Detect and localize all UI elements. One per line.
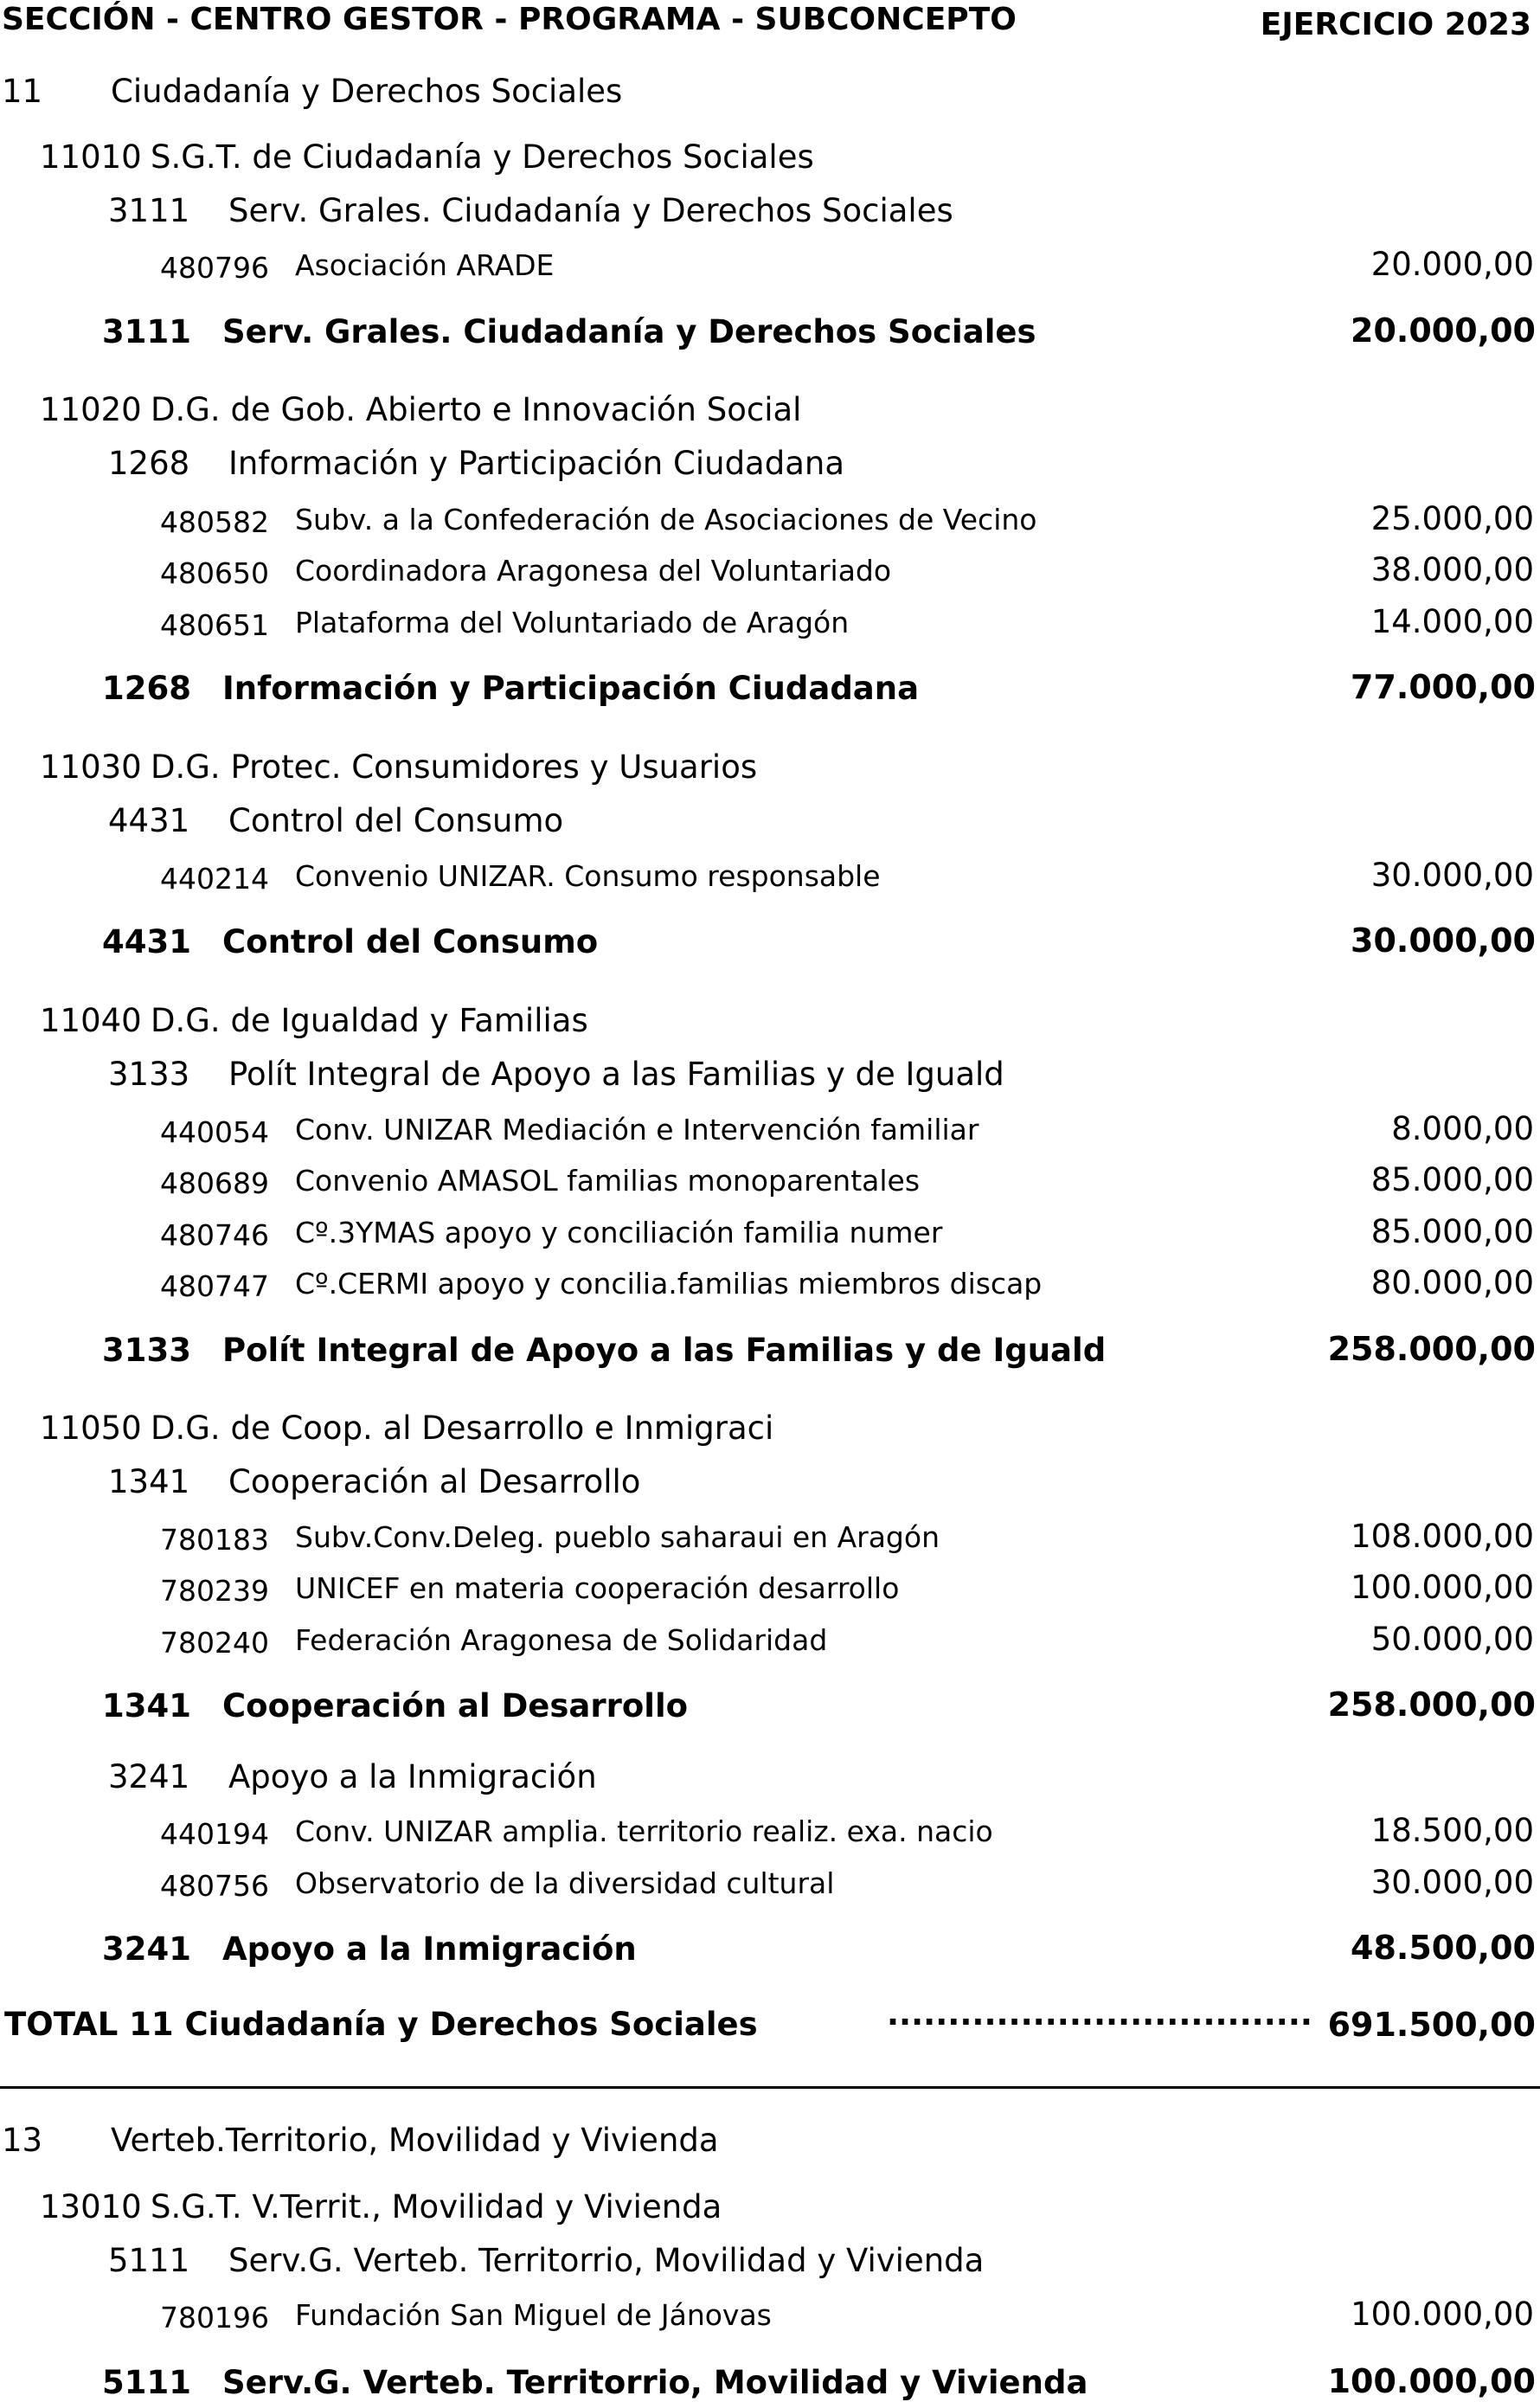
item-name: Observatorio de la diversidad cultural [295,1866,835,1900]
programa-code: 1341 [108,1463,190,1500]
item-code: 480796 [160,251,269,285]
programa-total-amount: 30.000,00 [1351,922,1536,960]
centro-name: D.G. Protec. Consumidores y Usuarios [151,748,758,786]
item-code: 480582 [160,505,269,539]
item-amount: 50.000,00 [1370,1621,1534,1658]
programa-name: Apoyo a la Inmigración [228,1758,597,1795]
centro-name: D.G. de Igualdad y Familias [151,1002,588,1039]
item-name: UNICEF en materia cooperación desarrollo [295,1571,900,1605]
item-code: 440214 [160,862,269,896]
item-amount: 30.000,00 [1370,1864,1534,1901]
item-amount: 80.000,00 [1370,1264,1534,1301]
item-code: 480746 [160,1218,269,1252]
item-name: Cº.CERMI apoyo y concilia.familias miembros discap [295,1267,1043,1301]
programa-name: Control del Consumo [228,802,564,839]
item-name: Subv.Conv.Deleg. pueblo saharaui en Aragón [295,1520,940,1554]
item-name: Convenio AMASOL familias monoparentales [295,1164,921,1198]
programa-name: Información y Participación Ciudadana [228,445,845,482]
programa-total-amount: 258.000,00 [1327,1330,1536,1368]
item-amount: 108.000,00 [1351,1518,1534,1555]
programa-total-code: 3111 [102,313,191,350]
programa-total-name: Serv. Grales. Ciudadanía y Derechos Sociales [222,313,1036,350]
centro-name: S.G.T. V.Territ., Movilidad y Vivienda [151,2188,722,2225]
item-name: Conv. UNIZAR Mediación e Intervención familiar [295,1113,979,1146]
programa-total-code: 3241 [102,1930,191,1968]
header-title: SECCIÓN - CENTRO GESTOR - PROGRAMA - SUBCONCEPTO [2,2,1017,37]
programa-code: 1268 [108,445,190,482]
programa-code: 3133 [108,1056,190,1093]
centro-name: D.G. de Coop. al Desarrollo e Inmigraci [151,1410,774,1447]
programa-code: 4431 [108,802,190,839]
item-amount: 38.000,00 [1370,551,1534,588]
programa-total-amount: 48.500,00 [1351,1929,1536,1967]
programa-code: 3111 [108,192,190,229]
section-code: 11 [2,73,43,110]
centro-code: 11040 [40,1002,142,1039]
item-amount: 25.000,00 [1370,500,1534,537]
item-code: 780196 [160,2301,269,2335]
section-name: Ciudadanía y Derechos Sociales [111,73,623,110]
item-amount: 85.000,00 [1370,1161,1534,1198]
item-name: Federación Aragonesa de Solidaridad [295,1623,828,1657]
centro-name: S.G.T. de Ciudadanía y Derechos Sociales [151,138,814,176]
programa-total-code: 5111 [102,2364,191,2401]
item-name: Fundación San Miguel de Jánovas [295,2298,772,2332]
centro-name: D.G. de Gob. Abierto e Innovación Social [151,391,802,428]
programa-total-name: Serv.G. Verteb. Territorrio, Movilidad y Vivienda [222,2364,1088,2401]
section-total-label: TOTAL 11 Ciudadanía y Derechos Sociales [4,2006,758,2043]
item-code: 440054 [160,1115,269,1149]
item-name: Asociación ARADE [295,248,555,282]
item-name: Subv. a la Confederación de Asociaciones de Vecino [295,503,1037,536]
item-amount: 85.000,00 [1370,1213,1534,1250]
item-name: Convenio UNIZAR. Consumo responsable [295,859,881,893]
item-amount: 18.500,00 [1370,1812,1534,1849]
item-amount: 100.000,00 [1351,2296,1534,2333]
item-amount: 100.000,00 [1351,1569,1534,1606]
section-total-amount: 691.500,00 [1327,2006,1536,2044]
programa-name: Cooperación al Desarrollo [228,1463,641,1500]
item-code: 480650 [160,556,269,590]
programa-total-name: Control del Consumo [222,923,599,960]
item-name: Conv. UNIZAR amplia. territorio realiz. exa. nacio [295,1814,993,1848]
programa-total-code: 1268 [102,670,191,707]
item-code: 480756 [160,1869,269,1903]
centro-code: 11020 [40,391,142,428]
item-code: 780240 [160,1626,269,1660]
programa-name: Serv.G. Verteb. Territorrio, Movilidad y Vivienda [228,2242,985,2279]
item-amount: 30.000,00 [1370,857,1534,894]
item-name: Cº.3YMAS apoyo y conciliación familia numer [295,1216,943,1249]
programa-total-amount: 100.000,00 [1327,2362,1536,2400]
programa-name: Serv. Grales. Ciudadanía y Derechos Sociales [228,192,953,229]
item-code: 480689 [160,1166,269,1200]
item-code: 480747 [160,1269,269,1303]
section-total-dots: ................................... [887,1995,1312,2033]
programa-total-amount: 258.000,00 [1327,1686,1536,1724]
header-year: EJERCICIO 2023 [1260,7,1531,42]
section-name: Verteb.Territorio, Movilidad y Vivienda [111,2122,719,2159]
programa-name: Polít Integral de Apoyo a las Familias y de Iguald [228,1056,1004,1093]
programa-total-name: Cooperación al Desarrollo [222,1687,689,1724]
centro-code: 13010 [40,2188,142,2225]
item-code: 780183 [160,1523,269,1557]
programa-code: 3241 [108,1758,190,1795]
programa-total-code: 1341 [102,1687,191,1724]
item-amount: 8.000,00 [1391,1110,1534,1147]
programa-total-name: Apoyo a la Inmigración [222,1930,637,1968]
item-amount: 14.000,00 [1370,603,1534,640]
programa-total-code: 4431 [102,923,191,960]
programa-total-code: 3133 [102,1332,191,1369]
item-name: Coordinadora Aragonesa del Voluntariado [295,554,892,588]
programa-total-name: Polít Integral de Apoyo a las Familias y de Iguald [222,1332,1107,1369]
programa-total-amount: 20.000,00 [1351,311,1536,350]
centro-code: 11050 [40,1410,142,1447]
programa-code: 5111 [108,2242,190,2279]
centro-code: 11010 [40,138,142,176]
section-code: 13 [2,2122,43,2159]
item-code: 440194 [160,1817,269,1851]
programa-total-amount: 77.000,00 [1351,668,1536,706]
item-amount: 20.000,00 [1370,246,1534,283]
programa-total-name: Información y Participación Ciudadana [222,670,920,707]
centro-code: 11030 [40,748,142,786]
section-divider [0,2086,1540,2089]
item-code: 780239 [160,1574,269,1608]
item-name: Plataforma del Voluntariado de Aragón [295,606,850,639]
item-code: 480651 [160,608,269,642]
